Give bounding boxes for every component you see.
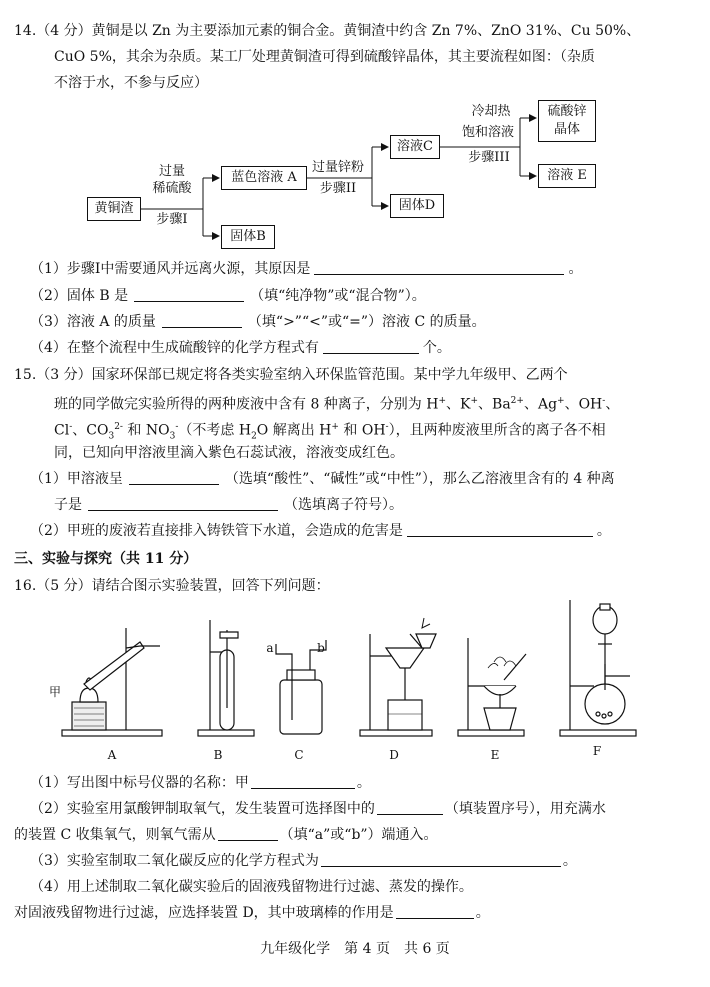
q16-line1: 16.（5 分）请结合图示实验装置，回答下列问题： — [14, 578, 330, 594]
q15-sub1: （1）甲溶液呈 （选填“酸性”、“碱性”或“中性”），那么乙溶液里含有的 4 种离 — [30, 471, 615, 487]
q16-sub2-cont: 的装置 C 收集氧气，则氧气需从 （填“a”或“b”）端通入。 — [14, 827, 438, 843]
q14-sub3: （3）溶液 A 的质量 （填“>”“<”或“=”）溶液 C 的质量。 — [30, 314, 486, 330]
answer-blank[interactable] — [251, 774, 355, 789]
flow-step2-bottom: 步骤II — [319, 181, 357, 196]
port-label-a: a — [266, 641, 274, 655]
q14-sub4: （4）在整个流程中生成硫酸锌的化学方程式有 个。 — [30, 340, 451, 356]
q14-line2: CuO 5%，其余为杂质。某工厂处理黄铜渣可得到硫酸锌晶体，其主要流程如图：（杂质 — [54, 49, 595, 65]
q16-sub4-cont: 对固液残留物进行过滤，应选择装置 D，其中玻璃棒的作用是 。 — [14, 905, 490, 921]
q14-sub1: （1）步骤I中需要通风并远离火源，其原因是 。 — [30, 261, 583, 277]
port-label-b: b — [317, 641, 325, 655]
flow-box-c: 溶液C — [390, 135, 440, 159]
flow-step3-l1: 冷却热 — [471, 104, 511, 119]
flow-step1-top2: 稀硫酸 — [152, 181, 192, 196]
apparatus-label-d: D — [389, 748, 399, 762]
answer-blank[interactable] — [323, 339, 419, 354]
flow-step2-top: 过量锌粉 — [311, 160, 364, 175]
q15-line1: 15.（3 分）国家环保部已规定将各类实验室纳入环保监管范围。某中学九年级甲、乙两个 — [14, 367, 568, 383]
section-heading: 三、实验与探究（共 11 分） — [14, 551, 198, 567]
flow-step3-l3: 步骤III — [468, 150, 510, 165]
answer-blank[interactable] — [134, 287, 244, 302]
answer-blank[interactable] — [88, 496, 278, 511]
q16-sub4: （4）用上述制取二氧化碳实验后的固液残留物进行过滤、蒸发的操作。 — [30, 879, 473, 895]
page-footer: 九年级化学 第 4 页 共 6 页 — [260, 941, 450, 957]
answer-blank[interactable] — [396, 904, 474, 919]
apparatus-a — [62, 628, 162, 736]
q14-sub2: （2）固体 B 是 （填“纯净物”或“混合物”）。 — [30, 288, 426, 304]
apparatus-label-c: C — [294, 748, 304, 762]
apparatus-f — [560, 600, 636, 736]
flow-box-d: 固体D — [390, 194, 444, 218]
q15-line4: 同，已知向甲溶液里滴入紫色石蕊试液，溶液变成红色。 — [54, 445, 404, 461]
flow-step1-top1: 过量 — [158, 164, 185, 179]
q16-sub2: （2）实验室用氯酸钾制取氧气，发生装置可选择图中的 （填装置序号），用充满水 — [30, 801, 606, 817]
q15-sub1-cont: 子是 （选填离子符号）。 — [54, 497, 403, 513]
flow-box-b: 固体B — [221, 225, 275, 249]
q16-sub3: （3）实验室制取二氧化碳反应的化学方程式为 。 — [30, 853, 577, 869]
q16-sub1: （1）写出图中标号仪器的名称：甲 。 — [30, 775, 371, 791]
apparatus-label-a: A — [107, 748, 117, 762]
answer-blank[interactable] — [321, 852, 561, 867]
apparatus-d — [360, 618, 436, 736]
answer-blank[interactable] — [218, 826, 278, 841]
flow-step1-bottom: 步骤I — [156, 212, 188, 227]
q14-line3: 不溶于水，不参与反应） — [54, 75, 208, 91]
answer-blank[interactable] — [314, 260, 564, 275]
flow-box-a: 蓝色溶液 A — [221, 166, 307, 190]
apparatus-label-f: F — [592, 744, 602, 758]
q15-line3: Cl-、$CO_3^{2-}$ 和 $NO_3^-$（不考虑 $H_2O$ 解离出 H+ 和 OH-），且两种废液里所含的离子各不相 — [54, 422, 606, 442]
apparatus-label-jia: 甲 — [48, 685, 61, 699]
q14-line1: 14.（4 分）黄铜是以 Zn 为主要添加元素的铜合金。黄铜渣中约含 Zn 7%、ZnO 31%、Cu 50%、 — [14, 23, 641, 39]
apparatus-b — [198, 620, 254, 736]
flow-box-start: 黄铜渣 — [87, 197, 141, 221]
flow-arrows — [0, 0, 710, 260]
apparatus-figure — [0, 590, 710, 770]
answer-blank[interactable] — [377, 800, 443, 815]
apparatus-label-e: E — [490, 748, 500, 762]
flow-box-product — [538, 100, 596, 142]
flow-product-l1: 硫酸锌 — [547, 104, 587, 119]
q15-sub2: （2）甲班的废液若直接排入铸铁管下水道，会造成的危害是 。 — [30, 523, 611, 539]
answer-blank[interactable] — [129, 470, 219, 485]
flow-product-l2: 晶体 — [553, 122, 580, 137]
answer-blank[interactable] — [407, 522, 593, 537]
apparatus-label-b: B — [213, 748, 223, 762]
apparatus-e — [458, 638, 526, 736]
flow-step3-l2: 饱和溶液 — [461, 125, 514, 140]
flow-box-e: 溶液 E — [538, 164, 596, 188]
q15-line2: 班的同学做完实验所得的两种废液中含有 8 种离子，分别为 H+、K+、$Ba^{2+}$、Ag+、OH-、 — [54, 396, 620, 413]
answer-blank[interactable] — [162, 313, 242, 328]
